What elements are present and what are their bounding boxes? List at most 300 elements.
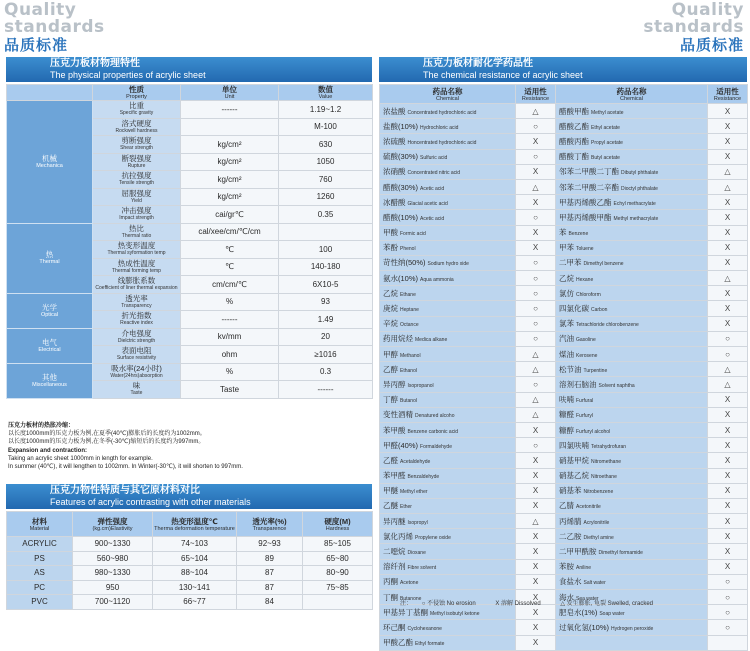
resistance-mark: X <box>516 453 556 468</box>
property-name-cell <box>93 223 181 241</box>
chemical-name-en: Carbon <box>591 307 608 314</box>
chemical-name-cell <box>556 149 708 164</box>
chemical-name-en: Benzene <box>568 231 589 238</box>
chemical-name-en: Nitroethane <box>591 474 617 481</box>
resistance-mark: ○ <box>516 286 556 301</box>
chemical-row <box>380 119 748 134</box>
chemical-name-cell <box>380 422 516 437</box>
chemical-row <box>380 271 748 286</box>
property-unit: kg/cm² <box>181 188 279 206</box>
resistance-mark: ○ <box>708 605 748 620</box>
chemical-row <box>380 286 748 301</box>
chemical-name-cn: 丁酮 <box>383 592 398 602</box>
chemical-row <box>380 377 748 392</box>
chemical-name-en: Octance <box>400 322 419 329</box>
physical-properties-table <box>6 84 373 399</box>
chemical-name-cell <box>380 134 516 149</box>
chemical-name-cell <box>556 119 708 134</box>
chemical-row <box>380 574 748 589</box>
property-unit: cai/gr℃ <box>181 206 279 224</box>
property-value: 100 <box>279 241 373 259</box>
property-name-en: Shear strength <box>120 145 153 152</box>
resistance-mark: ○ <box>516 301 556 316</box>
property-name-en: Rockwell hardness <box>115 127 158 134</box>
property-name-cell <box>93 258 181 276</box>
chemical-name-cell <box>380 438 516 453</box>
chemical-name-en: Benzaldehyde <box>407 474 440 481</box>
chemical-name-cn: 苯甲醛 <box>383 471 406 481</box>
chemical-row <box>380 225 748 240</box>
group-name-en: Electrical <box>38 346 61 353</box>
chemical-name-en: Sulfuric acid <box>420 155 448 162</box>
chemical-name-cn: 松节油 <box>559 364 582 374</box>
chemical-row <box>380 179 748 194</box>
chemical-name-cell <box>556 195 708 210</box>
chemical-name-en: Dioxane <box>407 550 426 557</box>
note-line: In summer (40℃), it will lengthen to 1002mm. In Winter(-30℃), it will shorten to 997mm. <box>8 464 243 471</box>
chemical-name-cell <box>556 438 708 453</box>
material-transparence: 84 <box>237 595 303 610</box>
chemical-name-cell <box>556 498 708 513</box>
resistance-mark: X <box>708 210 748 225</box>
chemical-name-en: Nitromethane <box>591 458 622 465</box>
chemical-name-en: Butyl acetate <box>591 155 620 162</box>
property-name-en: Specific gravity <box>119 110 154 117</box>
resistance-mark: X <box>516 529 556 544</box>
chemical-name-cell <box>380 316 516 331</box>
chemical-name-en: Fibre solvent <box>407 565 437 572</box>
physical-title-cn: 压克力板材物理特性 <box>50 58 140 69</box>
material-hardness: 80~90 <box>303 566 373 581</box>
material-hardness: 75~85 <box>303 580 373 595</box>
chemical-name-cn: 醋酸丁酯 <box>559 152 589 162</box>
legend-dissolved: X 溶解 Dissolved <box>495 601 541 607</box>
chemical-name-cn: 冰醋酸 <box>383 197 406 207</box>
chemical-name-cell <box>380 286 516 301</box>
chemical-name-cn: 苯甲酸 <box>383 425 406 435</box>
chemical-name-en: Propyl acetate <box>591 139 623 146</box>
chemical-name-cn: 醋酸丙酯 <box>559 136 589 146</box>
materials-header-cell <box>73 512 153 537</box>
physical-section-header <box>6 57 372 82</box>
chemical-name-cell <box>380 164 516 179</box>
physical-row <box>7 328 373 346</box>
property-unit: % <box>181 363 279 381</box>
page-header-left <box>4 2 105 53</box>
resistance-mark: X <box>708 407 748 422</box>
chemical-name-cn: 溶纤剂 <box>383 562 406 572</box>
resistance-mark: X <box>516 195 556 210</box>
material-hardness: 65~80 <box>303 551 373 566</box>
material-elasticity: 980~1330 <box>73 566 153 581</box>
resistance-mark: X <box>516 225 556 240</box>
chemical-name-cell <box>380 119 516 134</box>
chemical-name-cn: 氯苯 <box>559 319 574 329</box>
chemical-row <box>380 422 748 437</box>
property-name-en: Thermal syformation temp <box>107 250 166 257</box>
property-value: 1050 <box>279 153 373 171</box>
property-unit: kv/mm <box>181 328 279 346</box>
material-elasticity: 900~1330 <box>73 537 153 552</box>
chemical-name-cn: 异丙醇 <box>383 379 406 389</box>
resistance-mark: X <box>708 316 748 331</box>
physical-title-en: The physical properties of acrylic sheet <box>50 70 206 80</box>
property-name-cn: 剪断强度 <box>121 136 152 146</box>
chemical-name-cn: 过氧化氢(10%) <box>559 622 610 632</box>
physical-row <box>7 363 373 381</box>
physical-header-unit: 单位 Unit <box>181 85 279 101</box>
resistance-mark: X <box>708 119 748 134</box>
chemical-row <box>380 104 748 119</box>
resistance-mark: X <box>708 301 748 316</box>
chemical-name-cn: 乙醇 <box>383 364 398 374</box>
chemical-name-cn: 海水 <box>559 592 574 602</box>
chemical-name-cn: 二噁烷 <box>383 547 406 557</box>
property-name-en: Dielctric strength <box>117 337 156 344</box>
chemical-name-cn: 汽油 <box>559 334 574 344</box>
group-name-cn: 热 <box>45 250 54 259</box>
chemical-row <box>380 240 748 255</box>
chemical-header-resistance: 适用性 Resistance <box>516 85 556 104</box>
materials-header-cn: 硬度(M) <box>324 516 351 526</box>
property-name-cell <box>93 153 181 171</box>
chemical-name-en: Methyl acetate <box>591 109 624 116</box>
material-transparence: 87 <box>237 566 303 581</box>
property-name-en: Coefficient of liner thermal expansion <box>95 285 178 292</box>
chemical-row <box>380 635 748 650</box>
property-name-cell <box>93 206 181 224</box>
chemical-name-cell <box>556 134 708 149</box>
material-deformation-temp: 74~103 <box>153 537 237 552</box>
material-transparence: 92~93 <box>237 537 303 552</box>
legend-no-erosion: ○ 不侵蚀 No erosion <box>421 601 476 607</box>
chemical-name-cn: 乙烷 <box>559 273 574 283</box>
chemical-name-cn: 浓盐酸 <box>383 106 406 116</box>
materials-header-en: Therma deformation temperature <box>154 525 235 532</box>
chemical-name-cell <box>556 635 708 650</box>
resistance-mark: X <box>708 529 748 544</box>
note-line: 以长度1000mm的压克力板为例,在夏季(40℃)膨胀后的长度约为1002mm。 <box>8 431 206 438</box>
chemical-name-cell <box>556 483 708 498</box>
group-name-en: Miscellaneous <box>32 381 67 388</box>
resistance-mark: X <box>708 195 748 210</box>
resistance-mark: X <box>516 134 556 149</box>
property-name-en: Taste <box>130 390 143 397</box>
chemical-name-en: Toluene <box>576 246 594 253</box>
materials-row <box>7 580 373 595</box>
property-unit: ------ <box>181 311 279 329</box>
chemical-name-cn: 硫酸(30%) <box>383 152 419 162</box>
chemical-name-cn: 二甲甲酰胺 <box>559 547 597 557</box>
chemical-row <box>380 483 748 498</box>
chemical-name-cell <box>556 422 708 437</box>
chemical-row <box>380 134 748 149</box>
property-name-cn: 线膨胀系数 <box>117 276 156 286</box>
chemical-row <box>380 195 748 210</box>
chemical-name-cell <box>380 179 516 194</box>
chemical-name-en: Kerosene <box>576 352 598 359</box>
chemical-row <box>380 210 748 225</box>
chemical-name-cell <box>556 255 708 270</box>
property-name-cn: 屈服强度 <box>121 188 152 198</box>
chemical-name-cell <box>380 240 516 255</box>
header-title-line1: Quality <box>671 0 744 20</box>
property-name-cell <box>93 293 181 311</box>
property-name-cn: 热比 <box>129 223 144 233</box>
chemical-header-resistance: 适用性 Resistance <box>708 85 748 104</box>
chemical-resistance-table <box>379 84 748 651</box>
resistance-mark: X <box>708 392 748 407</box>
chemical-name-cn: 溶剂石脑油 <box>559 379 597 389</box>
chemical-name-en: Acrylonitrile <box>583 519 610 526</box>
materials-header-cn: 材料 <box>32 516 47 526</box>
chemical-name-cn: 辛烷 <box>383 319 398 329</box>
chemical-name-cn: 醋酸甲酯 <box>559 106 589 116</box>
resistance-mark: X <box>516 635 556 650</box>
chemical-name-cn: 丁醇 <box>383 395 398 405</box>
property-name-en: Rupture <box>127 162 146 169</box>
chemical-name-en: Ethane <box>400 291 416 298</box>
chemical-name-cell <box>556 620 708 635</box>
property-name-en: Tensile strength <box>118 180 155 187</box>
property-name-en: Transparency <box>121 302 152 309</box>
chemical-name-cell <box>380 255 516 270</box>
chemical-name-cn: 甲醚 <box>383 486 398 496</box>
property-unit: kg/cm² <box>181 153 279 171</box>
property-value: 1260 <box>279 188 373 206</box>
chemical-name-en: Ethyl acetate <box>591 124 620 131</box>
chemical-name-cn: 呋喃 <box>559 395 574 405</box>
chemical-name-cell <box>556 225 708 240</box>
note-line: 压克力板材的热胀冷缩： <box>8 423 75 429</box>
chemical-header-name: 药品名称 Chemical <box>380 85 516 104</box>
property-name-en: Yield <box>131 197 142 204</box>
note-line: 以长度1000mm的压克力板为例,在冬季(-30℃)缩短后的长度约为997mm。 <box>8 439 205 446</box>
materials-header-row <box>7 512 373 537</box>
chemical-name-en: Turpentine <box>583 367 608 374</box>
chemical-name-en: Medica alkane <box>415 337 448 344</box>
property-value: M-100 <box>279 118 373 136</box>
chemical-name-en: Dimethyl benzene <box>583 261 624 268</box>
materials-header-cell <box>7 512 73 537</box>
chemical-name-en: Formaldehyde <box>420 443 452 450</box>
property-unit <box>181 118 279 136</box>
property-value: 6X10-5 <box>279 276 373 294</box>
chemical-row <box>380 620 748 635</box>
resistance-mark: X <box>708 104 748 119</box>
resistance-mark: X <box>516 590 556 605</box>
chemical-name-cn: 二乙胺 <box>559 531 582 541</box>
chemical-name-cell <box>556 301 708 316</box>
chemical-row <box>380 468 748 483</box>
chemical-name-en: Tetrahydrofuran <box>591 443 627 450</box>
resistance-mark: X <box>516 574 556 589</box>
chemical-name-en: Heptane <box>400 307 419 314</box>
chemical-name-en: Butanol <box>400 398 417 405</box>
materials-comparison-table <box>6 511 373 610</box>
resistance-mark: X <box>708 240 748 255</box>
physical-header-property: 性质 Property <box>93 85 181 101</box>
chemical-header-row <box>380 85 748 104</box>
chemical-name-en: Benzene carbonic acid <box>407 428 459 435</box>
chemical-name-cell <box>380 559 516 574</box>
resistance-mark: △ <box>516 179 556 194</box>
materials-row <box>7 537 373 552</box>
chemical-row <box>380 453 748 468</box>
materials-header-cn: 透光率(%) <box>252 516 287 526</box>
chemical-name-cell <box>556 271 708 286</box>
property-unit: Taste <box>181 381 279 399</box>
chemical-name-en: Furfuryl alcohol <box>576 428 611 435</box>
chemical-row <box>380 164 748 179</box>
materials-section-header <box>6 484 372 509</box>
resistance-mark: X <box>516 240 556 255</box>
materials-header-en: Transparence <box>252 525 287 532</box>
chemical-name-cell <box>380 362 516 377</box>
chemical-row <box>380 438 748 453</box>
resistance-mark: X <box>708 514 748 529</box>
material-name: PC <box>7 580 73 595</box>
property-name-cn: 味 <box>132 381 141 391</box>
chemical-name-cell <box>556 453 708 468</box>
group-name-cn: 电气 <box>42 337 57 347</box>
property-unit: cm/cm/℃ <box>181 276 279 294</box>
chemical-row <box>380 347 748 362</box>
property-value: 93 <box>279 293 373 311</box>
property-value: ------ <box>279 381 373 399</box>
chemical-name-en: Acetic acid <box>420 215 445 222</box>
chemical-name-cn: 肥皂水(1%) <box>559 607 598 617</box>
physical-row <box>7 293 373 311</box>
resistance-mark: ○ <box>516 271 556 286</box>
chemical-name-en: Nitrobenzene <box>583 489 614 496</box>
chemical-name-cn: 甲苯 <box>559 243 574 253</box>
property-group-cell <box>7 101 93 224</box>
chemical-name-cn: 硝基苯 <box>559 486 582 496</box>
chemical-name-en: Ether <box>400 504 412 511</box>
property-name-en: Surface resistivity <box>116 355 157 362</box>
chemical-name-en: Formic acid <box>400 231 426 238</box>
resistance-mark: X <box>708 225 748 240</box>
chemical-name-cn: 甲醇 <box>383 349 398 359</box>
chemical-name-cn: 环己酮 <box>383 622 406 632</box>
chemical-name-cn: 醋酸(10%) <box>383 212 419 222</box>
material-hardness: 85~105 <box>303 537 373 552</box>
resistance-mark: X <box>516 498 556 513</box>
property-unit: ℃ <box>181 241 279 259</box>
group-name-cn: 机械 <box>42 153 57 163</box>
chemical-name-cell <box>556 240 708 255</box>
resistance-mark: X <box>708 453 748 468</box>
property-name-cn: 吸水率(24小时) <box>111 363 162 373</box>
resistance-mark: X <box>516 559 556 574</box>
property-unit: ℃ <box>181 258 279 276</box>
physical-row <box>7 223 373 241</box>
resistance-mark: ○ <box>516 149 556 164</box>
property-value: 760 <box>279 171 373 189</box>
physical-row <box>7 101 373 119</box>
chemical-name-cell <box>556 392 708 407</box>
chemical-name-en: Acetone <box>400 580 419 587</box>
property-name-cell <box>93 101 181 119</box>
group-name-en: Optical <box>40 311 59 318</box>
chemical-name-en: Tetrachloride chlorobenzene <box>576 322 639 329</box>
material-name: AS <box>7 566 73 581</box>
resistance-mark: △ <box>516 407 556 422</box>
resistance-mark: ○ <box>516 119 556 134</box>
property-value: 0.3 <box>279 363 373 381</box>
chemical-name-cn: 乙醚 <box>383 501 398 511</box>
chemical-name-cell <box>556 544 708 559</box>
resistance-mark: △ <box>708 377 748 392</box>
property-name-cell <box>93 171 181 189</box>
chemical-name-cn: 药用烷烃 <box>383 334 413 344</box>
resistance-mark: X <box>708 468 748 483</box>
chemical-name-cell <box>380 529 516 544</box>
chemical-name-cell <box>556 316 708 331</box>
chemical-name-cell <box>380 149 516 164</box>
material-name: ACRYLIC <box>7 537 73 552</box>
material-elasticity: 560~980 <box>73 551 153 566</box>
chemical-name-en: Diethyl amine <box>583 534 614 541</box>
page-header-right <box>643 2 744 53</box>
property-name-en: Water(24hrs)absorption <box>110 372 163 379</box>
chemical-row <box>380 544 748 559</box>
group-name-cn: 其他 <box>42 372 57 382</box>
chemical-row <box>380 316 748 331</box>
chemical-row <box>380 149 748 164</box>
resistance-mark: ○ <box>516 438 556 453</box>
chemical-title-en: The chemical resistance of acrylic sheet <box>423 70 583 80</box>
property-name-en: Thermal ratio <box>121 232 152 239</box>
resistance-mark: X <box>708 544 748 559</box>
resistance-mark: △ <box>708 271 748 286</box>
chemical-name-en: Hydrogen peroxide <box>611 625 654 632</box>
group-name-en: Mechanica <box>36 162 63 169</box>
chemical-name-en: Methyl ether <box>400 489 428 496</box>
materials-row <box>7 566 373 581</box>
chemical-name-cell <box>380 483 516 498</box>
property-name-cell <box>93 346 181 364</box>
chemical-name-en: Methanol <box>400 352 421 359</box>
resistance-mark: ○ <box>516 316 556 331</box>
chemical-name-cn: 甲醛(40%) <box>383 440 419 450</box>
chemical-name-en: Sodium hydro xide <box>427 261 469 268</box>
chemical-name-en: Isopropyl <box>407 519 428 526</box>
chemical-name-cn: 氯仿 <box>559 288 574 298</box>
chemical-row <box>380 255 748 270</box>
chemical-name-en: Ethyl formate <box>415 641 445 648</box>
chemical-row <box>380 362 748 377</box>
chemical-name-en: Sea water <box>576 595 599 602</box>
chemical-name-en: Dioctyl phthalate <box>621 185 658 192</box>
chemical-name-cell <box>380 195 516 210</box>
chemical-name-cn: 硝基乙烷 <box>559 471 589 481</box>
chemical-name-en: Aniline <box>576 565 592 572</box>
chemical-name-cell <box>380 498 516 513</box>
resistance-mark: X <box>516 544 556 559</box>
resistance-mark: ○ <box>708 347 748 362</box>
resistance-mark: X <box>708 422 748 437</box>
chemical-name-cn: 甲基异丁基酮 <box>383 607 428 617</box>
chemical-name-en: Honcentrated hydrochloric acid <box>407 139 477 146</box>
property-name-cell <box>93 136 181 154</box>
property-value: 20 <box>279 328 373 346</box>
chemical-name-cell <box>556 377 708 392</box>
property-unit: cal/xee/cm/℃/cm <box>181 223 279 241</box>
property-name-cell <box>93 188 181 206</box>
material-elasticity: 700~1120 <box>73 595 153 610</box>
